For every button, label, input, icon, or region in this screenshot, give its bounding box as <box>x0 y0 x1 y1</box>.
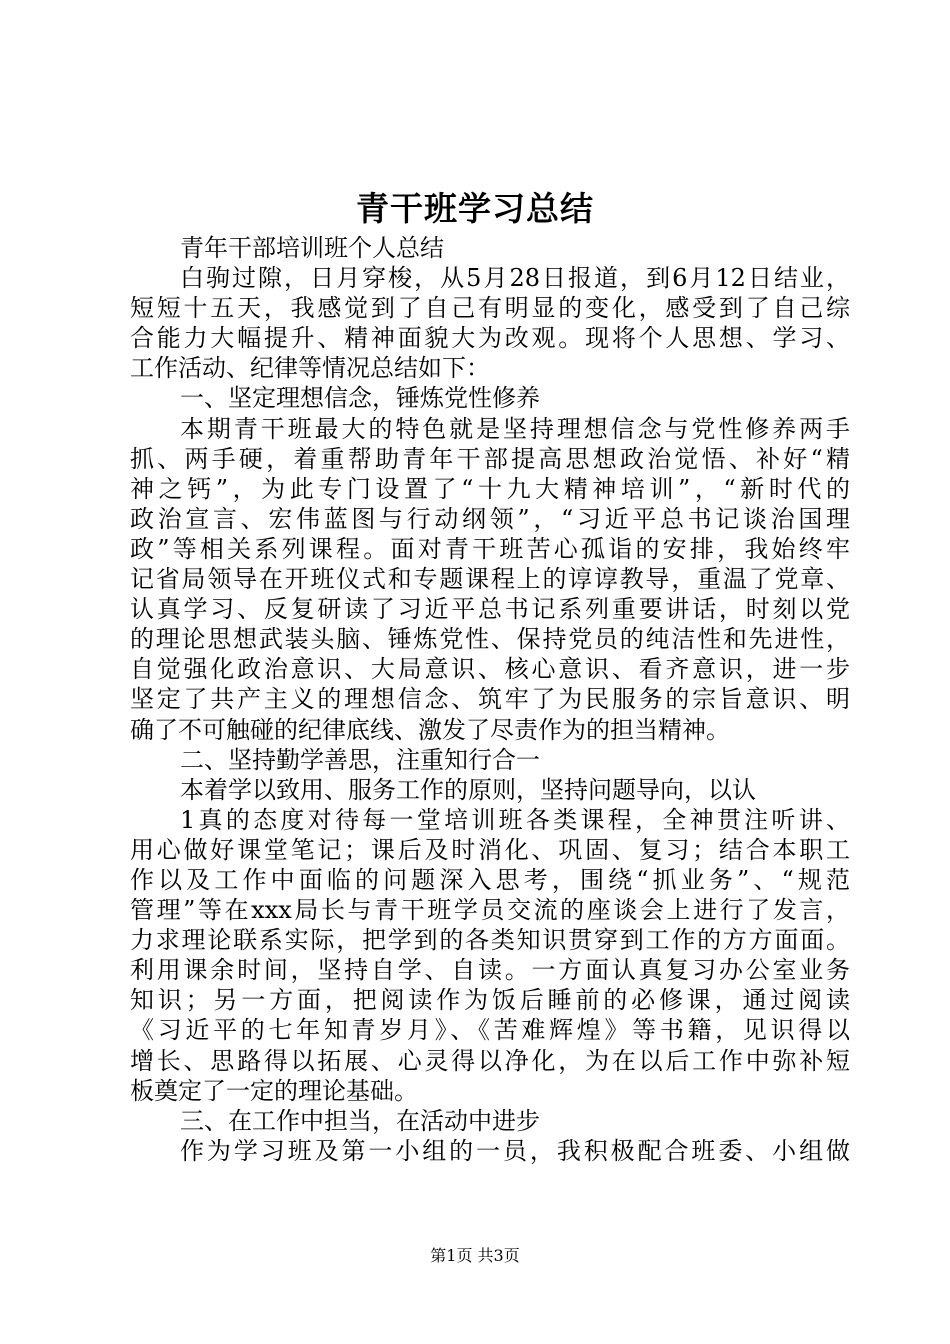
document-title: 青干班学习总结 <box>356 189 594 228</box>
paragraph-line: 板奠定了一定的理论基础。 <box>130 1076 418 1105</box>
subtitle-line: 青年干部培训班个人总结 <box>180 234 444 262</box>
paragraph-line: 用心做好课堂笔记；课后及时消化、巩固、复习；结合本职工 <box>130 835 850 864</box>
paragraph-line: 增长、思路得以拓展、心灵得以净化，为在以后工作中弥补短 <box>130 1046 850 1075</box>
section-heading: 一、坚定理想信念，锤炼党性修养 <box>180 384 540 413</box>
paragraph-line: 的理论思想武装头脑、锤炼党性、保持党员的纯洁性和先进性， <box>130 625 850 654</box>
paragraph-line: 政”等相关系列课程。面对青干班苦心孤诣的安排，我始终牢 <box>130 534 850 563</box>
paragraph-line: 抓、两手硬，着重帮助青年干部提高思想政治觉悟、补好“精 <box>130 444 850 473</box>
paragraph-line: 政治宣言、宏伟蓝图与行动纲领”，“习近平总书记谈治国理 <box>130 504 850 533</box>
paragraph-line: 确了不可触碰的纪律底线、激发了尽责作为的担当精神。 <box>130 715 730 744</box>
paragraph-line: 白驹过隙，日月穿梭，从5月28日报道，到6月12日结业， <box>180 264 850 293</box>
paragraph-line: 作为学习班及第一小组的一员，我积极配合班委、小组做 <box>180 1136 850 1165</box>
paragraph-line: 合能力大幅提升、精神面貌大为改观。现将个人思想、学习、 <box>130 324 850 353</box>
paragraph-line: 本期青干班最大的特色就是坚持理想信念与党性修养两手 <box>180 414 850 443</box>
section-heading: 二、坚持勤学善思，注重知行合一 <box>180 745 540 774</box>
paragraph-line: 作以及工作中面临的问题深入思考，围绕“抓业务”、“规范 <box>130 865 850 894</box>
paragraph-line: 管理”等在xxx局长与青干班学员交流的座谈会上进行了发言， <box>130 896 850 925</box>
document-body <box>130 233 850 1166</box>
paragraph-line: 短短十五天，我感觉到了自己有明显的变化，感受到了自己综 <box>130 294 850 323</box>
paragraph-line: 坚定了共产主义的理想信念、筑牢了为民服务的宗旨意识、明 <box>130 685 850 714</box>
page-footer: 第1页 共3页 <box>430 1246 520 1265</box>
paragraph-line: 自觉强化政治意识、大局意识、核心意识、看齐意识，进一步 <box>130 655 850 684</box>
paragraph-line: 1真的态度对待每一堂培训班各类课程，全神贯注听讲、 <box>180 805 850 834</box>
paragraph-line: 力求理论联系实际，把学到的各类知识贯穿到工作的方方面面。 <box>130 926 850 955</box>
paragraph-line: 工作活动、纪律等情况总结如下： <box>130 354 490 383</box>
paragraph-line: 记省局领导在开班仪式和专题课程上的谆谆教导，重温了党章、 <box>130 565 850 594</box>
paragraph-line: 本着学以致用、服务工作的原则，坚持问题导向，以认 <box>180 775 756 804</box>
section-heading: 三、在工作中担当，在活动中进步 <box>180 1106 540 1135</box>
paragraph-line: 认真学习、反复研读了习近平总书记系列重要讲话，时刻以党 <box>130 595 850 624</box>
paragraph-line: 神之钙”，为此专门设置了“十九大精神培训”，“新时代的 <box>130 474 850 503</box>
paragraph-line: 利用课余时间，坚持自学、自读。一方面认真复习办公室业务 <box>130 956 850 985</box>
paragraph-line: 《习近平的七年知青岁月》、《苦难辉煌》等书籍，见识得以 <box>130 1016 850 1045</box>
paragraph-line: 知识；另一方面，把阅读作为饭后睡前的必修课，通过阅读 <box>130 986 850 1015</box>
